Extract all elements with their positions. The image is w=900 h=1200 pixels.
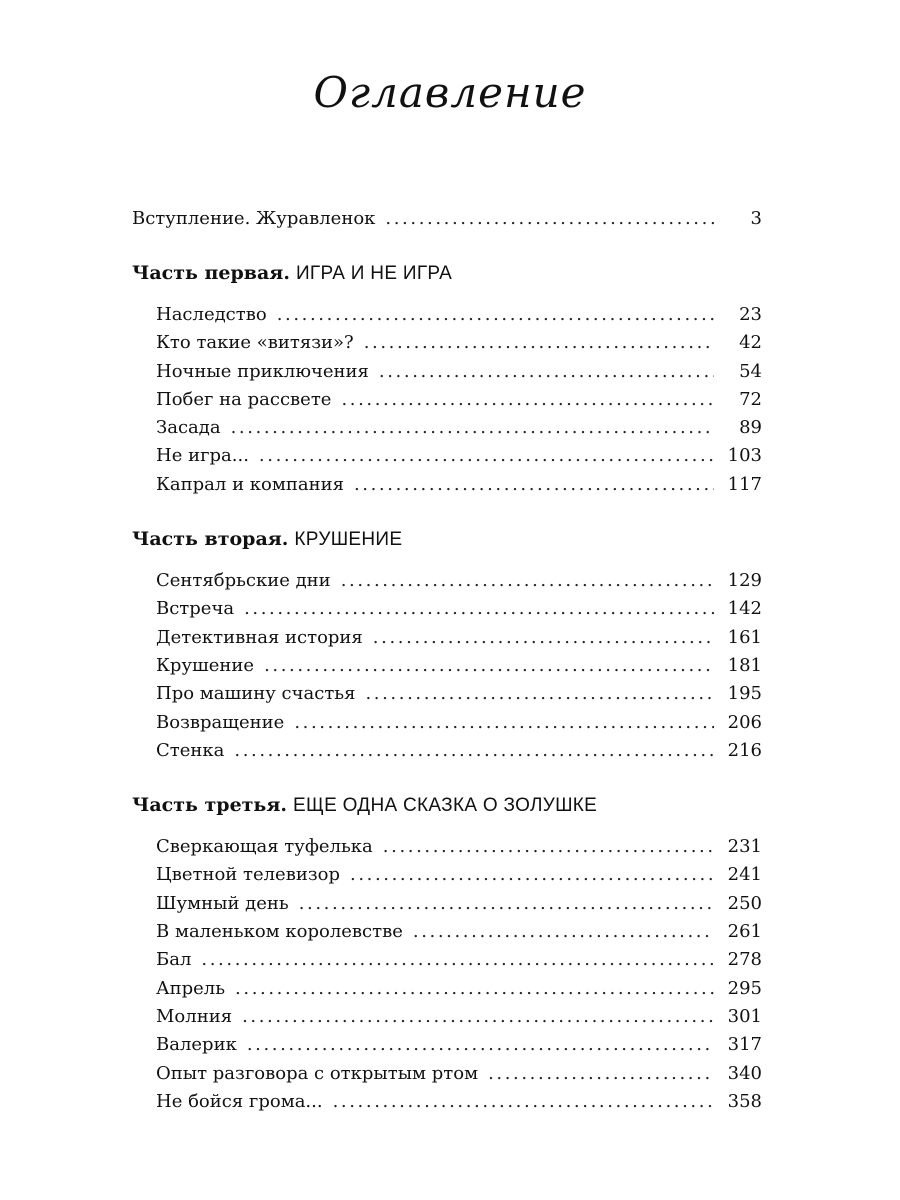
toc-entry-page: 129 xyxy=(727,570,762,592)
toc-chapter-entry xyxy=(132,740,762,768)
toc-entry-label: Крушение xyxy=(156,654,255,676)
toc-entry-label: Шумный день xyxy=(156,892,289,914)
dot-leader xyxy=(277,304,714,325)
toc-chapter-entry xyxy=(132,978,762,1006)
dot-leader xyxy=(299,893,714,914)
dot-leader xyxy=(350,864,714,885)
toc-entry-page: 195 xyxy=(727,683,762,705)
toc-entry-label: Валерик xyxy=(156,1034,237,1056)
toc-intro-entry xyxy=(132,208,762,236)
dot-leader xyxy=(373,627,714,648)
toc-entry-label: Не игра... xyxy=(156,445,249,467)
toc-entry-label: Кто такие «витязи»? xyxy=(156,332,354,354)
dot-leader xyxy=(201,949,714,970)
dot-leader xyxy=(341,389,714,410)
toc-chapter-entry xyxy=(132,361,762,389)
dot-leader xyxy=(235,978,714,999)
toc-entry-page: 54 xyxy=(739,360,762,382)
dot-leader xyxy=(242,1006,714,1027)
toc-chapter-entry xyxy=(132,949,762,977)
toc-entry-label: Не бойся грома... xyxy=(156,1090,323,1112)
toc-entry-page: 278 xyxy=(727,949,762,971)
toc-entry-page: 103 xyxy=(727,445,762,467)
toc-entry-label: Апрель xyxy=(156,977,226,999)
dot-leader xyxy=(379,361,714,382)
toc-entry-page: 295 xyxy=(727,977,762,999)
toc-entry-label: Наследство xyxy=(156,304,267,325)
toc-entry-label: Вступление. Журавленок xyxy=(132,208,376,229)
toc-entry-label: Сверкающая туфелька xyxy=(156,836,373,858)
toc-entry-page: 206 xyxy=(727,711,762,733)
toc-entry-page: 181 xyxy=(727,654,762,676)
toc-entry-label: Молния xyxy=(156,1005,233,1027)
toc-entry-page: 3 xyxy=(750,208,762,229)
toc-entry-label: Ночные приключения xyxy=(156,360,369,382)
dot-leader xyxy=(341,570,714,591)
toc-entry-label: Опыт разговора с открытым ртом xyxy=(156,1062,479,1084)
toc-chapter-entry xyxy=(132,864,762,892)
dot-leader xyxy=(247,1034,714,1055)
toc-entry-page: 89 xyxy=(739,417,762,439)
toc-entry-label: Детективная история xyxy=(156,626,363,648)
toc-entry-page: 42 xyxy=(739,332,762,354)
toc-entry-label: Про машину счастья xyxy=(156,683,356,705)
toc-chapter-entry xyxy=(132,417,762,445)
part-heading xyxy=(132,794,762,822)
toc-chapter-entry xyxy=(132,389,762,417)
toc-entry-page: 161 xyxy=(727,626,762,648)
dot-leader xyxy=(294,712,714,733)
toc-chapter-entry xyxy=(132,332,762,360)
toc-entry-page: 142 xyxy=(727,598,762,620)
toc-entry-page: 241 xyxy=(727,864,762,886)
toc-entry-label: Побег на рассвете xyxy=(156,388,332,410)
toc-chapter-entry xyxy=(132,598,762,626)
toc-chapter-entry xyxy=(132,921,762,949)
toc-chapter-entry xyxy=(132,627,762,655)
dot-leader xyxy=(365,683,714,704)
toc-chapter-entry xyxy=(132,304,762,332)
toc-chapter-entry xyxy=(132,474,762,502)
page-title: Оглавление xyxy=(313,68,587,117)
toc-chapter-entry xyxy=(132,836,762,864)
toc-entry-page: 358 xyxy=(727,1090,762,1112)
dot-leader xyxy=(385,208,714,229)
dot-leader xyxy=(364,332,714,353)
toc-chapter-entry xyxy=(132,655,762,683)
toc-entry-page: 261 xyxy=(727,921,762,943)
dot-leader xyxy=(264,655,714,676)
toc-entry-page: 317 xyxy=(727,1034,762,1056)
dot-leader xyxy=(333,1091,714,1112)
dot-leader xyxy=(413,921,714,942)
toc-chapter-entry xyxy=(132,893,762,921)
toc-chapter-entry xyxy=(132,712,762,740)
dot-leader xyxy=(259,445,714,466)
part-label: Часть третья. xyxy=(132,794,287,817)
toc-entry-page: 301 xyxy=(727,1005,762,1027)
toc-entry-page: 23 xyxy=(739,304,762,325)
toc-entry-label: Бал xyxy=(156,949,192,971)
toc-entry-label: Сентябрьские дни xyxy=(156,570,331,592)
toc-entry-page: 231 xyxy=(727,836,762,858)
part-heading xyxy=(132,262,762,290)
dot-leader xyxy=(383,836,714,857)
toc-entry-label: Возвращение xyxy=(156,711,285,733)
part-title: КРУШЕНИЕ xyxy=(294,529,403,551)
dot-leader xyxy=(231,417,714,438)
toc-chapter-entry xyxy=(132,1034,762,1062)
toc-chapter-entry xyxy=(132,1063,762,1091)
toc-entry-page: 340 xyxy=(727,1062,762,1084)
toc-entry-label: В маленьком королевстве xyxy=(156,921,403,943)
dot-leader xyxy=(244,598,714,619)
part-title: ЕЩЕ ОДНА СКАЗКА О ЗОЛУШКЕ xyxy=(292,795,598,817)
part-title: ИГРА И НЕ ИГРА xyxy=(295,263,453,284)
toc-entry-page: 72 xyxy=(739,388,762,410)
toc-entry-page: 117 xyxy=(727,473,762,495)
toc-chapter-entry xyxy=(132,570,762,598)
part-label: Часть первая. xyxy=(132,262,290,284)
toc-entry-label: Цветной телевизор xyxy=(156,864,340,886)
dot-leader xyxy=(488,1063,714,1084)
toc-chapter-entry xyxy=(132,1006,762,1034)
table-of-contents xyxy=(132,208,762,1119)
toc-entry-page: 250 xyxy=(727,892,762,914)
toc-parts xyxy=(132,262,762,1119)
toc-entry-label: Засада xyxy=(156,417,221,439)
toc-chapter-entry xyxy=(132,683,762,711)
toc-entry-label: Встреча xyxy=(156,598,235,620)
toc-entry-label: Капрал и компания xyxy=(156,473,344,495)
part-heading xyxy=(132,528,762,556)
toc-chapter-entry xyxy=(132,1091,762,1119)
part-label: Часть вторая. xyxy=(132,528,289,551)
toc-entry-label: Стенка xyxy=(156,739,225,761)
toc-chapter-entry xyxy=(132,445,762,473)
dot-leader xyxy=(234,740,714,761)
dot-leader xyxy=(354,474,714,495)
toc-entry-page: 216 xyxy=(727,739,762,761)
